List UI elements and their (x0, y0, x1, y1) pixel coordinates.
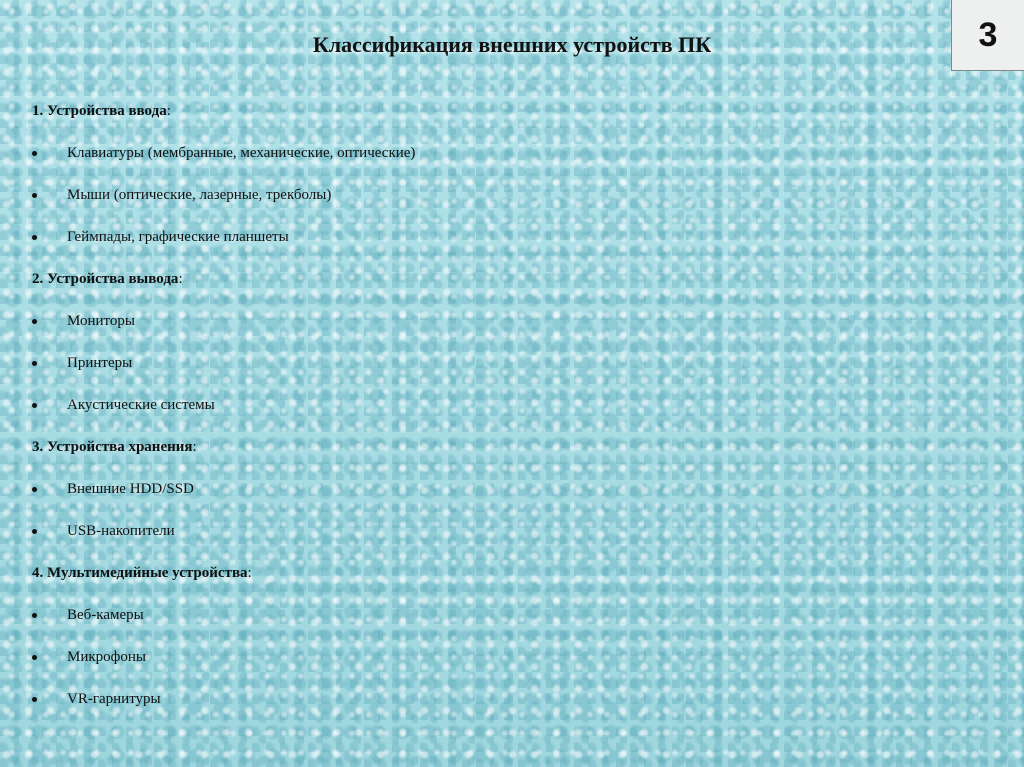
list-item-text: Веб-камеры (67, 607, 144, 623)
list-item (32, 306, 912, 336)
section-heading-title: 4. Мультимедийные устройства (32, 565, 248, 581)
section-heading-multimedia (32, 558, 912, 588)
list-item (32, 138, 912, 168)
bullet-icon (32, 193, 37, 198)
list-item-text: VR-гарнитуры (67, 691, 161, 707)
section-heading-title: 1. Устройства ввода (32, 103, 167, 119)
bullet-icon (32, 235, 37, 240)
list-item (32, 474, 912, 504)
bullet-icon (32, 697, 37, 702)
list-item-text: Внешние HDD/SSD (67, 481, 194, 497)
section-heading-colon: : (166, 103, 171, 119)
slide-title: Классификация внешних устройств ПК (312, 32, 712, 57)
list-item (32, 516, 912, 546)
list-item-text: Мониторы (67, 313, 135, 329)
list-item (32, 180, 912, 210)
list-item-text: Мыши (оптические, лазерные, трекболы) (67, 187, 332, 203)
page-number-badge: 3 (951, 0, 1024, 71)
section-heading-title: 3. Устройства хранения (32, 439, 193, 455)
bullet-list-output (32, 306, 912, 420)
section-heading-input (32, 96, 912, 126)
bullet-icon (32, 487, 37, 492)
list-item-text: Принтеры (67, 355, 133, 371)
bullet-list-multimedia (32, 600, 912, 714)
bullet-icon (32, 151, 37, 156)
bullet-icon (32, 319, 37, 324)
section-heading-colon: : (192, 439, 197, 455)
section-heading-output (32, 264, 912, 294)
bullet-icon (32, 529, 37, 534)
section-heading-colon: : (247, 565, 252, 581)
list-item-text: USB-накопители (67, 523, 175, 539)
bullet-icon (32, 403, 37, 408)
bullet-icon (32, 613, 37, 618)
section-heading-colon: : (178, 271, 183, 287)
list-item (32, 600, 912, 630)
list-item-text: Геймпады, графические планшеты (67, 229, 289, 245)
list-item (32, 390, 912, 420)
list-item (32, 642, 912, 672)
list-item-text: Микрофоны (67, 649, 146, 665)
list-item (32, 222, 912, 252)
bullet-list-input (32, 138, 912, 252)
bullet-icon (32, 361, 37, 366)
section-heading-storage (32, 432, 912, 462)
content-area (32, 96, 912, 726)
bullet-icon (32, 655, 37, 660)
section-heading-title: 2. Устройства вывода (32, 271, 179, 287)
list-item-text: Акустические системы (67, 397, 215, 413)
bullet-list-storage (32, 474, 912, 546)
list-item (32, 348, 912, 378)
list-item-text: Клавиатуры (мембранные, механические, оптические) (67, 145, 416, 161)
list-item (32, 684, 912, 714)
